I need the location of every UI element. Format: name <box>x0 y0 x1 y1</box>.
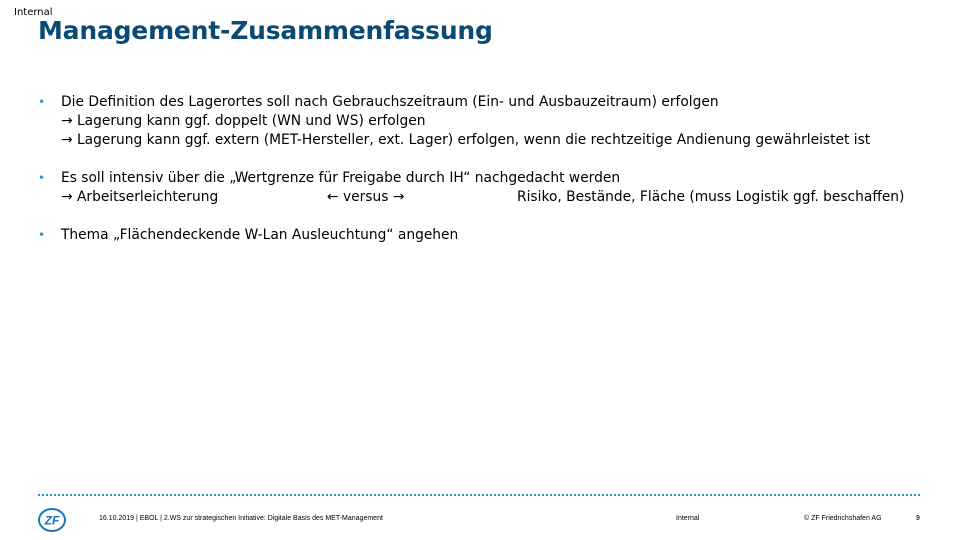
footer-copyright: © ZF Friedrichshafen AG <box>804 515 882 522</box>
footer <box>0 508 960 532</box>
arrow-right-icon: → <box>61 189 73 205</box>
bullet-icon: • <box>38 95 46 109</box>
comparison-middle <box>327 188 404 207</box>
bullet-icon: • <box>38 171 46 185</box>
page-number: 9 <box>916 515 920 522</box>
bullet-text: Es soll intensiv über die „Wertgrenze für Freigabe durch IH“ nachgedacht werden <box>61 170 621 186</box>
arrow-right-icon: → <box>61 132 73 148</box>
bullet-item <box>38 93 938 150</box>
svg-text:ZF: ZF <box>44 513 60 528</box>
footer-meta: 16.10.2019 | EBOL | 2.WS zur strategischen Initiative: Digitale Basis des MET-Management <box>99 515 383 522</box>
classification-label: Internal <box>14 7 53 18</box>
footer-classification: Internal <box>676 515 700 522</box>
arrow-right-icon: → <box>392 189 405 205</box>
arrow-right-icon: → <box>61 113 73 129</box>
sub-item-text: Lagerung kann ggf. extern (MET-Hersteller, ext. Lager) erfolgen, wenn die rechtzeitige Andienung gewährleistet ist <box>76 132 871 148</box>
comparison-right: Risiko, Bestände, Fläche (muss Logistik ggf. beschaffen) <box>517 189 905 205</box>
bullet-text: Thema „Flächendeckende W-Lan Ausleuchtung“ angehen <box>61 227 459 243</box>
sub-item-text: Lagerung kann ggf. doppelt (WN und WS) erfolgen <box>76 113 426 129</box>
sub-item <box>61 131 938 150</box>
bullet-item <box>38 169 938 207</box>
slide-title: Management-Zusammenfassung <box>38 16 493 45</box>
bullet-text: Die Definition des Lagerortes soll nach Gebrauchszeitraum (Ein- und Ausbauzeitraum) erfolgen <box>61 94 719 110</box>
zf-logo-icon <box>38 508 66 532</box>
bullet-icon: • <box>38 228 46 242</box>
arrow-left-icon: ← <box>327 189 339 205</box>
comparison-left: Arbeitserleichterung <box>76 189 219 205</box>
comparison-row <box>61 188 938 207</box>
footer-divider <box>38 494 920 496</box>
bullet-item <box>38 226 938 245</box>
comparison-middle-text: versus <box>342 189 389 205</box>
sub-item <box>61 112 938 131</box>
slide-content <box>38 93 938 245</box>
